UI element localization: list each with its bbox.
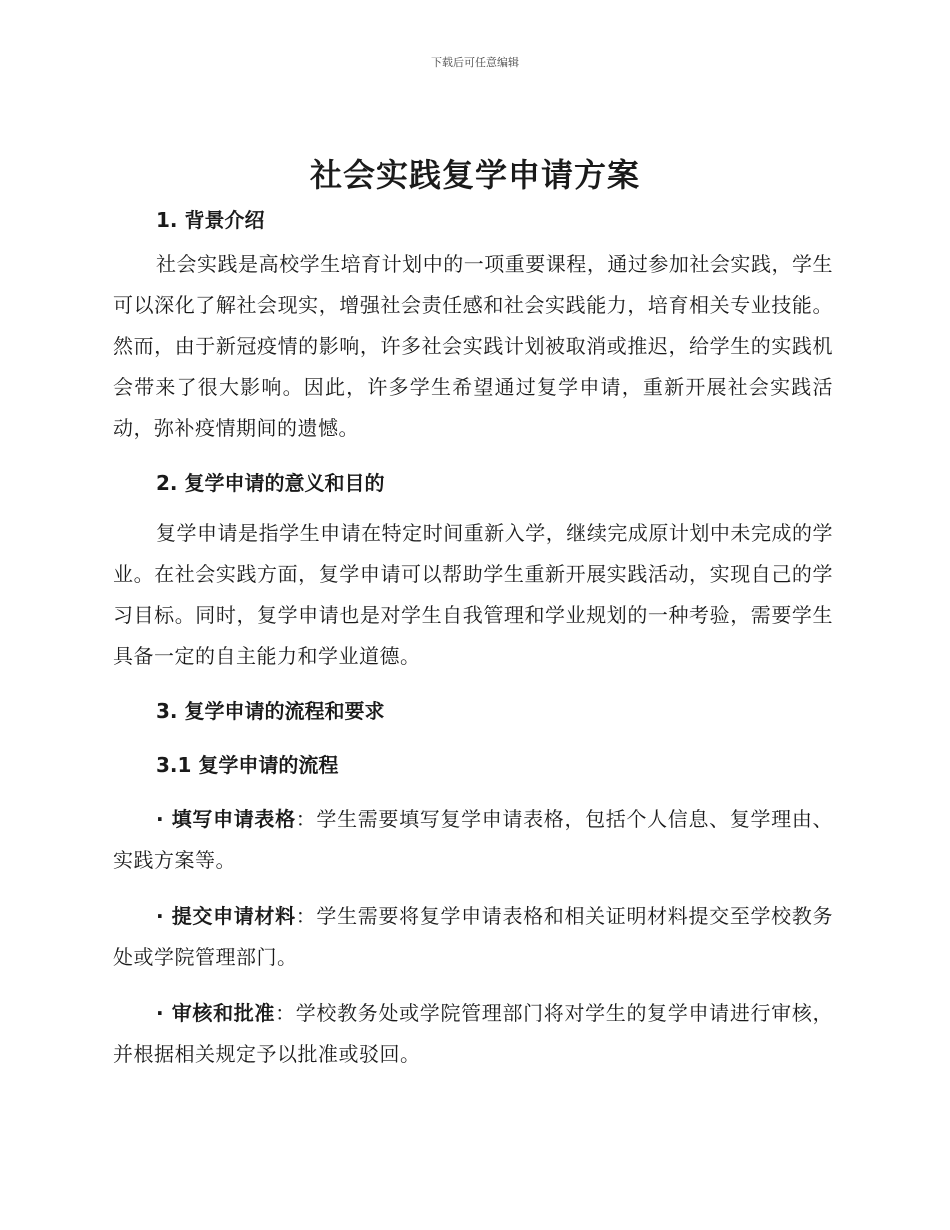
bullet-text: ：学生需要填写复学申请表格，包括个人信息、复学理由、实践方案等。	[113, 807, 833, 872]
section-paragraph-purpose: 复学申请是指学生申请在特定时间重新入学，继续完成原计划中未完成的学业。在社会实践方面，复学申请可以帮助学生重新开展实践活动，实现自己的学习目标。同时，复学申请也是对学生自我管理和学业规划的一种考验，需要学生具备一定的自主能力和学业道德。	[113, 521, 833, 668]
bullet-term: · 审核和批准	[156, 1001, 276, 1025]
subsection-heading-process-flow: 3.1 复学申请的流程	[156, 753, 339, 777]
section-paragraph-background: 社会实践是高校学生培育计划中的一项重要课程，通过参加社会实践，学生可以深化了解社会现实，增强社会责任感和社会实践能力，培育相关专业技能。然而，由于新冠疫情的影响，许多社会实践计划被取消或推迟，给学生的实践机会带来了很大影响。因此，许多学生希望通过复学申请，重新开展社会实践活动，弥补疫情期间的遗憾。	[113, 252, 833, 440]
list-item	[113, 799, 833, 881]
bullet-text: ：学校教务处或学院管理部门将对学生的复学申请进行审核，并根据相关规定予以批准或驳回。	[113, 1001, 834, 1066]
bullet-term: · 提交申请材料	[156, 904, 296, 928]
list-item	[113, 993, 833, 1075]
document-title: 社会实践复学申请方案	[309, 156, 640, 194]
header-note: 下载后可任意编辑	[431, 56, 519, 69]
document-body	[113, 200, 833, 1075]
section-heading-process: 3. 复学申请的流程和要求	[156, 699, 385, 723]
section-heading-background: 1. 背景介绍	[156, 208, 265, 232]
bullet-text: ：学生需要将复学申请表格和相关证明材料提交至学校教务处或学院管理部门。	[113, 904, 833, 969]
bullet-term: · 填写申请表格	[156, 807, 296, 831]
section-heading-purpose: 2. 复学申请的意义和目的	[156, 471, 385, 495]
list-item	[113, 896, 833, 978]
